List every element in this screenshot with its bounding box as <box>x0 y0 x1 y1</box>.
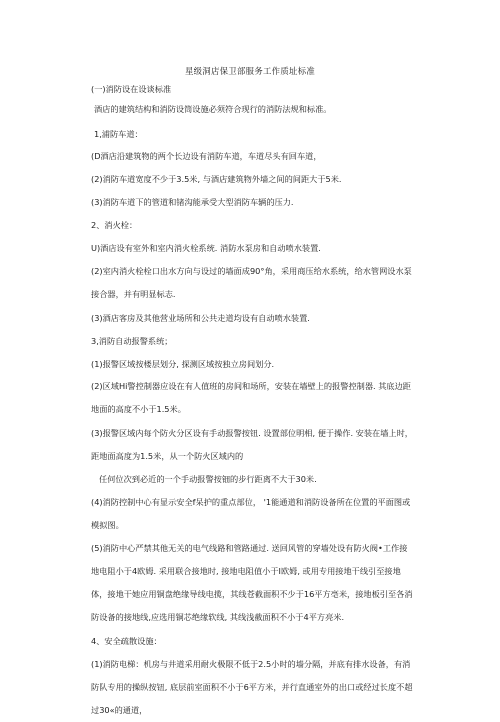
list-item: (4)消防控制中心有显示安全f呆护的重点部位， '1能通道和消防设备所在位置的平面图或模拟图。 <box>91 497 411 530</box>
list-item: (2)消防车道宽度不少于3.5米, 与酒店建筑物外墙之间的间距大于5米. <box>91 174 342 184</box>
section-heading: (一)消防设在设谈标准 <box>91 84 172 94</box>
list-item: (2)室内消火栓栓口出水方向与设过的墙面成90°角，采用商压给水系统，给水管网设水泵接合器，并有明显标志. <box>91 266 412 299</box>
subsection-heading: 3,消防自动报警系统； <box>91 336 173 346</box>
list-item: (5)消防中心严禁其他无关的电气线路和管路通过. 送回风管的穿墙处设有防火阀•工作接地电阻小于4欧姆. 采用联合接地时, 接地电阻值小于I欧姆, 或用专用接地干线引至接地体，接地干她应用铜盘绝缘导线电揽，其线苍截面积不少于16平方亳米，接地板引至各消防设备的接地线,应选用铜芯绝缘软线, 其线浅截面积不小于4平方亮米. <box>91 543 413 622</box>
list-item: U)酒店设有室外和室内消火栓系统. 消防水泵房和自动喷水装置. <box>91 243 321 253</box>
list-item: (1)报警区域按楼层划分, 探测区域按独立房间划分. <box>91 359 275 369</box>
list-item: (3)酒店客房及其他营业场所和公共走道均设有自动喷水装置. <box>91 313 310 323</box>
list-item-continuation: 任何位次到必近的一个手动报警按钿的步行距离不大于30米. <box>99 474 317 484</box>
subsection-heading: 1,浦防车道： <box>94 129 143 139</box>
subsection-heading: 2、消火栓： <box>91 220 138 230</box>
list-item: (3)消防车道下的管道和锗沟能承受大型消防车辆的压力. <box>91 197 294 207</box>
list-item: (D酒店沿建筑物的两个长边设有消防车道，车道尽头有回车道， <box>91 151 322 161</box>
document-title: 星级洞店保卫部服务工作质址标准 <box>184 66 316 76</box>
list-item: (3)报警区域内每个防火分区设有手动报警按钮. 设置部位明相, 便于操作. 安装在墙上时，距地面高度为1.5米，从一个防火区域内的 <box>91 428 413 461</box>
subsection-heading: 4、安全疏散设施： <box>91 636 162 646</box>
list-item: (1)消防电梯：机房与井道采用耐火极限不低于2.5小时的墙分隔，并底有排水设备，有消防队专用的操纵按钮, 底层前室面积不小于6平方米，并行直通室外的出口或经过长度不超过30«的通道， <box>91 659 413 715</box>
list-item: (2)区域Hi警控制器应设在有人值班的房间和场所，安装在墙壁上的报警控制器. 其底边距地面的高度不小于1.5米。 <box>91 381 411 414</box>
body-paragraph: 酒店的建筑结构和消防设筒设施必须符合现行的消防法规和标准。 <box>94 104 332 114</box>
